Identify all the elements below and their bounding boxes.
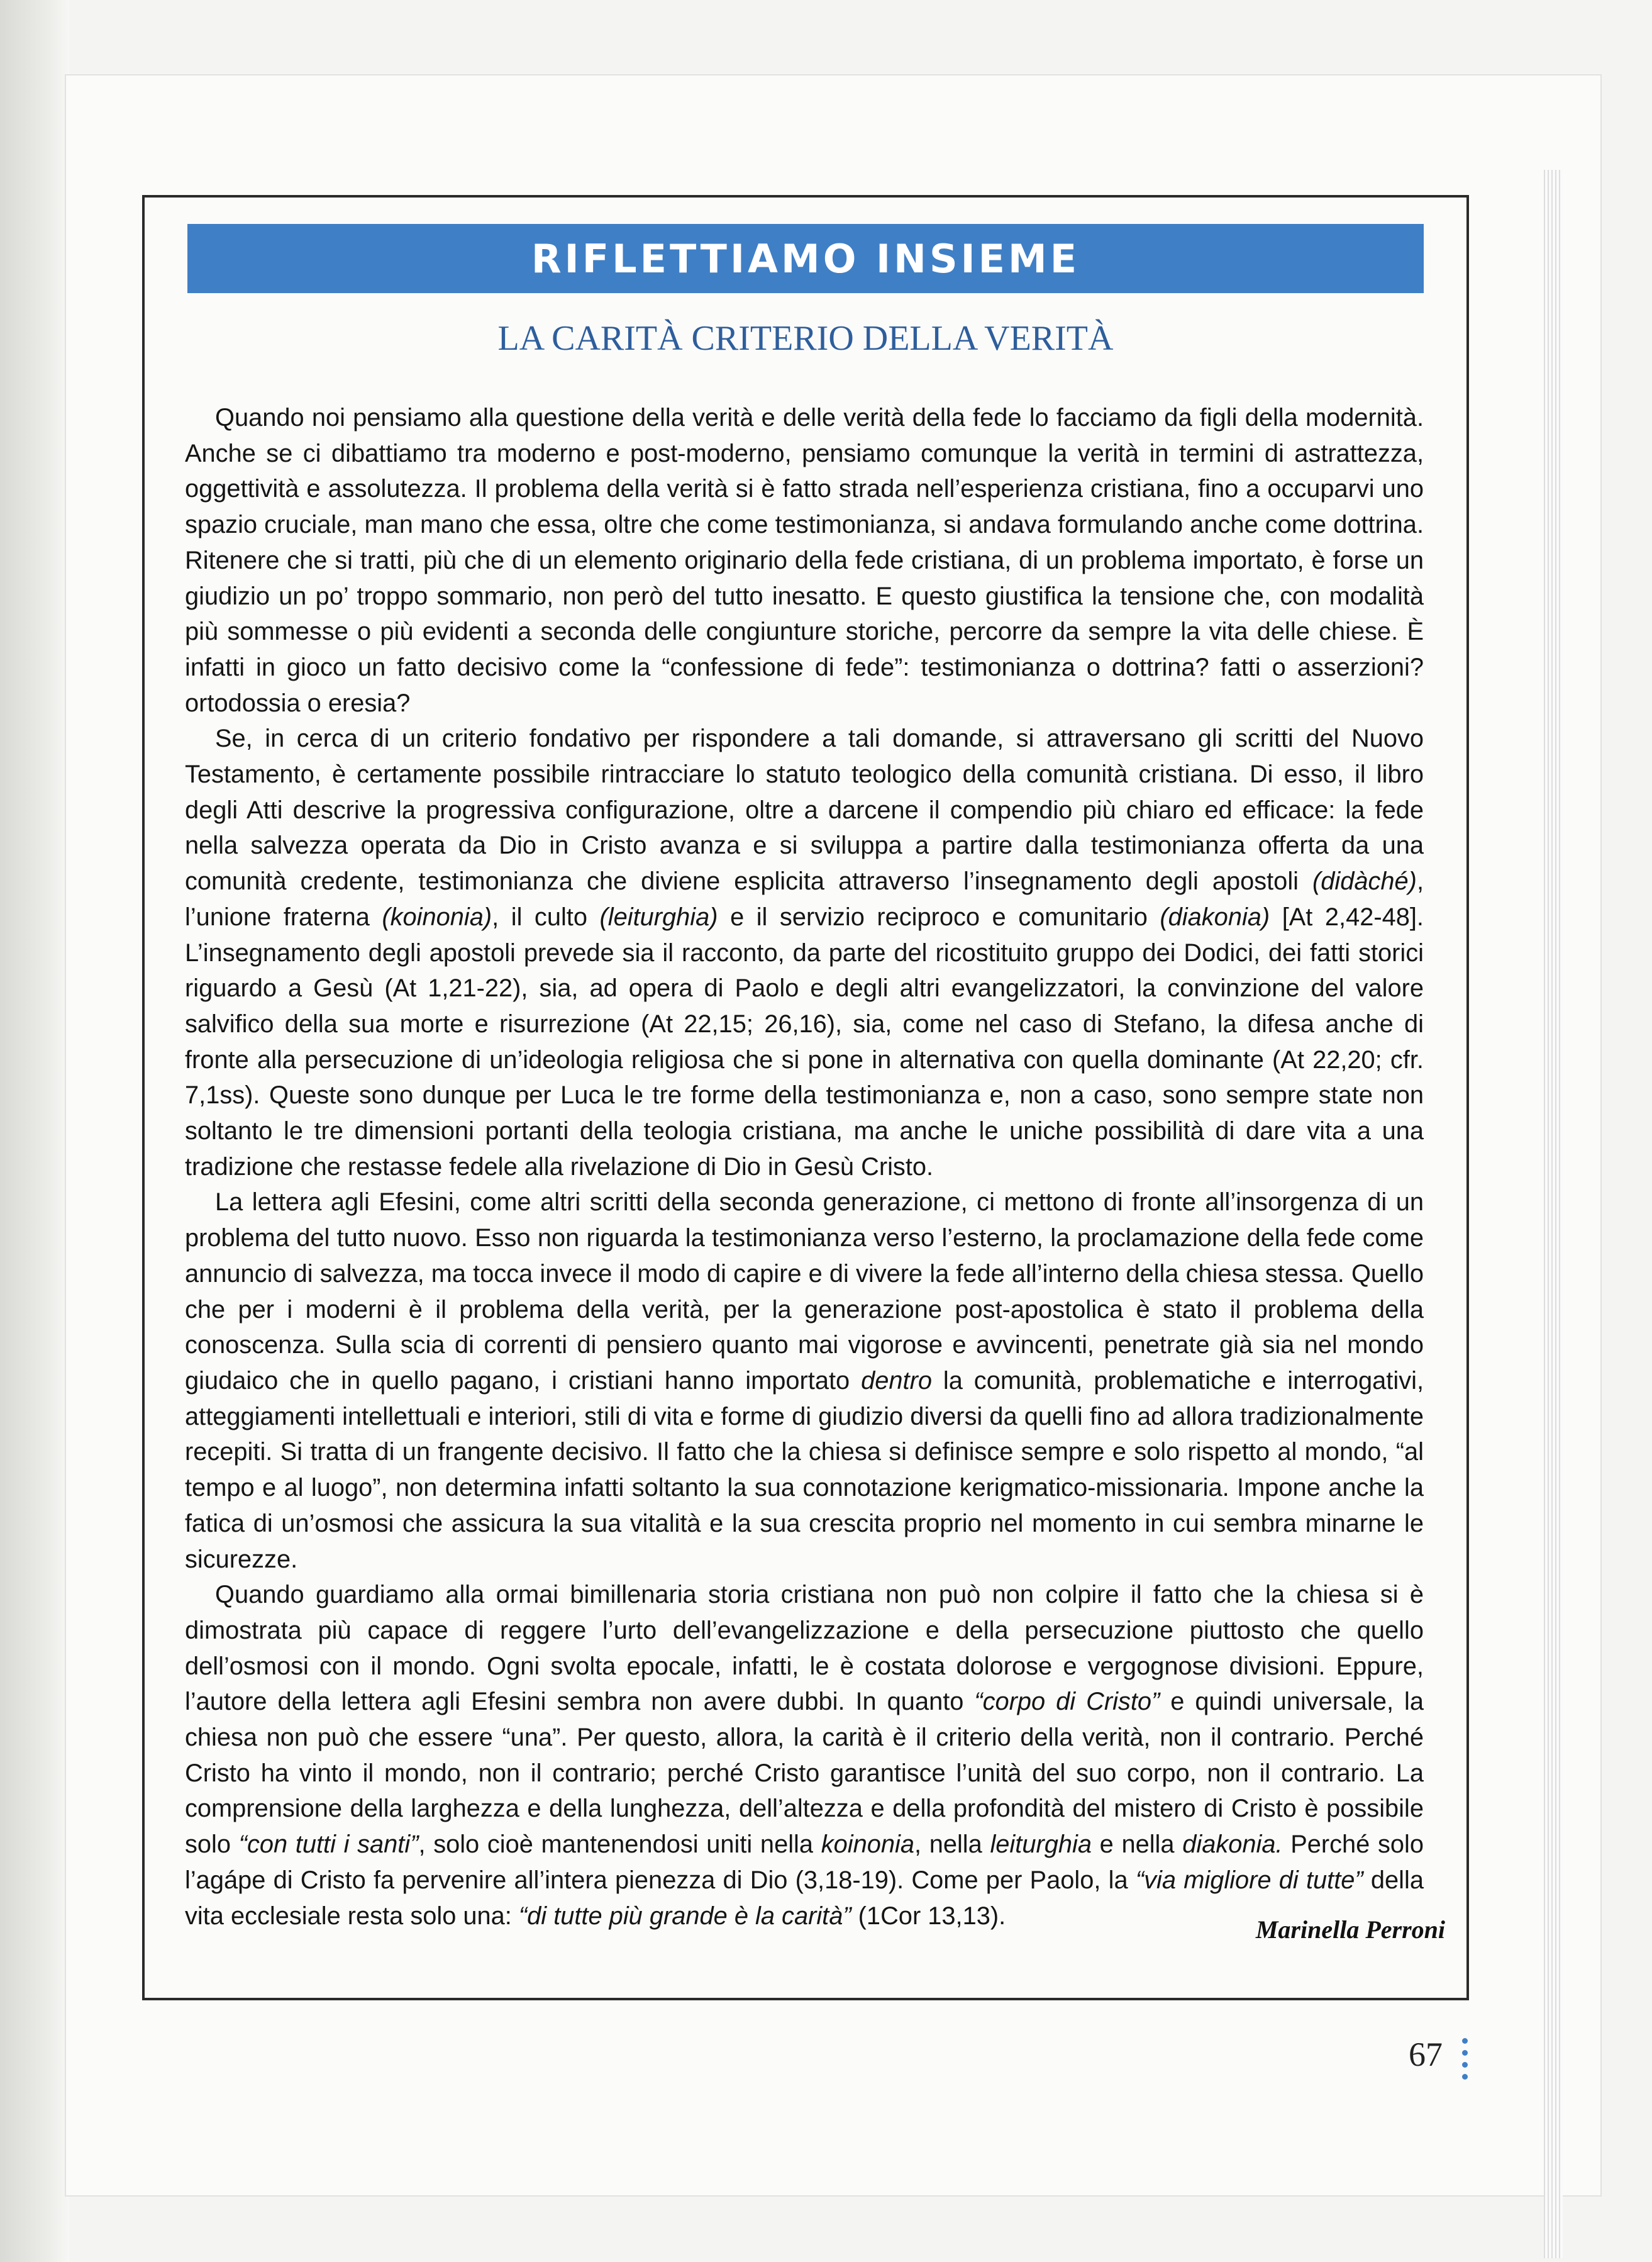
article-title: LA CARITÀ CRITERIO DELLA VERITÀ — [497, 319, 1114, 358]
banner-label: RIFLETTIAMO INSIEME — [531, 235, 1080, 282]
book-gutter — [0, 0, 69, 2262]
page-dots-ornament — [1462, 2038, 1470, 2086]
paragraph-3: La lettera agli Efesini, come altri scritti della seconda generazione, ci mettono di fronte all’insorgenza di un problema del tutto nuovo. Esso non riguarda la testimonianza verso l’esterno, la proclamazione della fede come annuncio di salvezza, ma tocca invece il modo di capire e di vivere la fede all’interno della chiesa stessa. Quello che per i moderni è il problema della verità, per la generazione post-apostolica è stato il problema della conoscenza. Sulla scia di correnti di pensiero quanto mai vigorose e avvincenti, penetrate già sia nel mondo giudaico che in quello pagano, i cristiani hanno importato dentro la comunità, problematiche e interrogativi, atteggiamenti intellettuali e interiori, stili di vita e forme di giudizio diversi da quelli fino ad allora tradizionalmente recepiti. Si tratta di un frangente decisivo. Il fatto che la chiesa si definisce sempre e solo rispetto al mondo, “al tempo e al luogo”, non determina infatti soltanto la sua connotazione kerigmatico-missionaria. Impone anche la fatica di un’osmosi che assicura la sua vitalità e la sua crescita proprio nel momento in cui sembra minarne le sicurezze. — [185, 1188, 1424, 1573]
section-banner — [187, 224, 1424, 293]
paragraph-2: Se, in cerca di un criterio fondativo per rispondere a tali domande, si attraversano gli scritti del Nuovo Testamento, è certamente possibile rintracciare lo statuto teologico della comunità cristiana. Di esso, il libro degli Atti descrive la progressiva configurazione, oltre a darcene il compendio più chiaro ed efficace: la fede nella salvezza operata da Dio in Cristo avanza e si sviluppa a partire dalla testimonianza offerta da una comunità credente, testimonianza che diviene esplicita attraverso l’insegnamento degli apostoli (didàché), l’unione fraterna (koinonia), il culto (leiturghia) e il servizio reciproco e comunitario (diakonia) [At 2,42-48]. L’insegnamento degli apostoli prevede sia il racconto, da parte del ricostituito gruppo dei Dodici, dei fatti storici riguardo a Gesù (At 1,21-22), sia, ad opera di Paolo e degli altri evangelizzatori, la convinzione del valore salvifico della sua morte e risurrezione (At 22,15; 26,16), sia, come nel caso di Stefano, la difesa anche di fronte alla persecuzione di un’ideologia religiosa che si pone in alternativa con quella dominante (At 22,20; cfr. 7,1ss). Queste sono dunque per Luca le tre forme della testimonianza e, non a caso, sono sempre state non soltanto le tre dimensioni portanti della teologia cristiana, ma anche le uniche possibilità di dare vita a una tradizione che restasse fedele alla rivelazione di Dio in Gesù Cristo. — [185, 725, 1424, 1181]
paragraph-4: Quando guardiamo alla ormai bimillenaria storia cristiana non può non colpire il fatto che la chiesa si è dimostrata più capace di reggere l’urto dell’evangelizzazione e della persecuzione piuttosto che quello dell’osmosi con il mondo. Ogni svolta epocale, infatti, le è costata dolorose e vergognose divisioni. Eppure, l’autore della lettera agli Efesini sembra non avere dubbi. In quanto “corpo di Cristo” e quindi universale, la chiesa non può che essere “una”. Per questo, allora, la carità è il criterio della verità, non il contrario. Perché Cristo ha vinto il mondo, non il contrario; perché Cristo garantisce l’unità del suo corpo, non il contrario. La comprensione della larghezza e della lunghezza, dell’altezza e della profondità del mistero di Cristo è possibile solo “con tutti i santi”, solo cioè mantenendosi uniti nella koinonia, nella leiturghia e nella diakonia. Perché solo l’agápe di Cristo fa pervenire all’intera pienezza di Dio (3,18-19). Come per Paolo, la “via migliore di tutte” della vita ecclesiale resta solo una: “di tutte più grande è la carità” (1Cor 13,13). — [185, 1581, 1424, 1930]
author-signature: Marinella Perroni — [1255, 1915, 1445, 1944]
page-number: 67 — [1409, 2036, 1443, 2073]
paragraph-1: Quando noi pensiamo alla questione della verità e delle verità della fede lo facciamo da figli della modernità. Anche se ci dibattiamo tra moderno e post-moderno, pensiamo comunque la verità in termini di astrattezza, oggettività e assolutezza. Il problema della verità si è fatto strada nell’esperienza cristiana, fino a occuparvi uno spazio cruciale, man mano che essa, oltre che come testimonianza, si andava formulando anche come dottrina. Ritenere che si tratti, più che di un elemento originario della fede cristiana, di un problema importato, è forse un giudizio un po’ troppo sommario, non però del tutto inesatto. E questo giustifica la tensione che, con modalità più sommesse o più evidenti a seconda delle congiunture storiche, percorre da sempre la vita delle chiese. È infatti in gioco un fatto decisivo come la “confessione di fede”: testimonianza o dottrina? fatti o asserzioni? ortodossia o eresia? — [185, 404, 1424, 717]
article-body — [185, 400, 1424, 1934]
article-box — [142, 195, 1469, 2000]
page-edges — [1544, 170, 1563, 2258]
